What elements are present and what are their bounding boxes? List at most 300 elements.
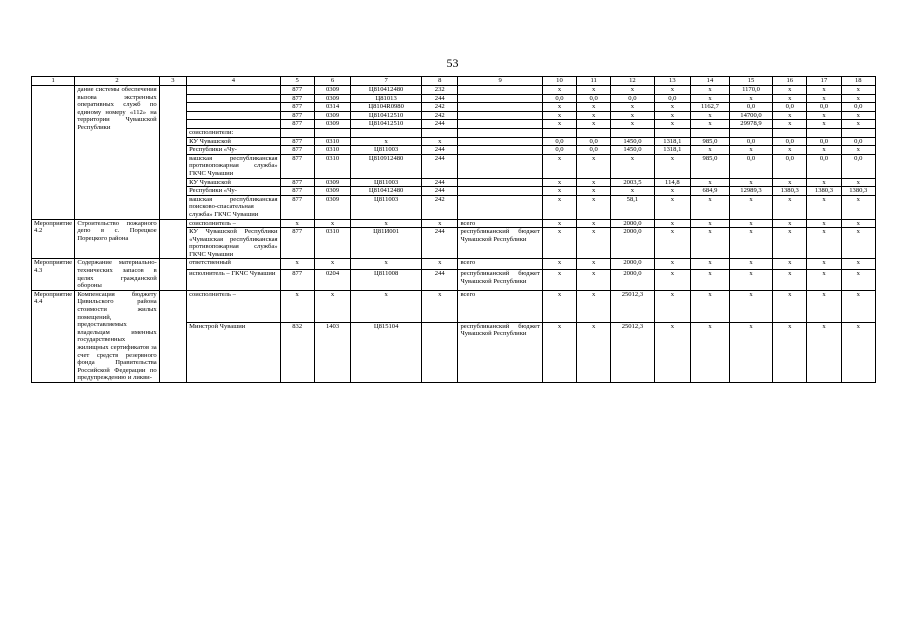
value-cell: x [691, 219, 730, 228]
value-cell: 0,0 [577, 94, 611, 103]
measure-id: Мероприятие 4.2 [32, 219, 75, 259]
value-cell: x [654, 290, 690, 322]
value-cell: x [773, 146, 807, 155]
value-cell: 0,0 [807, 137, 841, 146]
header-cell: 1 [32, 77, 75, 86]
header-cell: 8 [421, 77, 457, 86]
value-cell: 0,0 [773, 137, 807, 146]
value-cell: 12989,3 [729, 187, 772, 196]
value-cell: 242 [421, 103, 457, 112]
value-cell: x [351, 137, 422, 146]
value-cell: x [841, 94, 875, 103]
value-cell: 0309 [314, 111, 350, 120]
value-cell: 244 [421, 120, 457, 129]
value-cell: 2003,5 [611, 178, 654, 187]
value-cell: x [691, 146, 730, 155]
value-cell: x [773, 86, 807, 95]
value-cell: 0,0 [807, 154, 841, 178]
value-cell: x [691, 270, 730, 291]
value-cell: 2000,0 [611, 270, 654, 291]
page-number: 53 [446, 56, 459, 70]
value-cell: x [577, 219, 611, 228]
value-cell [280, 128, 314, 137]
value-cell: 0310 [314, 146, 350, 155]
executor-cell: ответственный [187, 259, 281, 270]
value-cell: x [542, 111, 576, 120]
value-cell: x [729, 322, 772, 382]
value-cell: всего [458, 259, 542, 270]
value-cell: x [611, 111, 654, 120]
value-cell: x [542, 228, 576, 259]
value-cell: Ц810412480 [351, 86, 422, 95]
value-cell: 242 [421, 195, 457, 219]
value-cell: Ц81И001 [351, 228, 422, 259]
value-cell [611, 128, 654, 137]
value-cell: x [807, 228, 841, 259]
value-cell: x [421, 137, 457, 146]
value-cell: x [773, 178, 807, 187]
value-cell: 2000,0 [611, 259, 654, 270]
value-cell: 114,8 [654, 178, 690, 187]
value-cell [577, 128, 611, 137]
value-cell: x [577, 103, 611, 112]
executor-cell [187, 94, 281, 103]
value-cell [458, 128, 542, 137]
value-cell: x [577, 259, 611, 270]
value-cell: 0309 [314, 120, 350, 129]
header-cell: 5 [280, 77, 314, 86]
value-cell: x [691, 290, 730, 322]
value-cell: республиканский бюджет Чувашской Республики [458, 228, 542, 259]
value-cell: x [654, 86, 690, 95]
value-cell: x [577, 270, 611, 291]
value-cell: Ц810412510 [351, 111, 422, 120]
header-cell: 18 [841, 77, 875, 86]
value-cell [458, 94, 542, 103]
value-cell: x [729, 219, 772, 228]
value-cell: 242 [421, 111, 457, 120]
value-cell: 1318,1 [654, 137, 690, 146]
executor-cell: Республики «Чу- [187, 187, 281, 196]
value-cell: 0,0 [807, 103, 841, 112]
value-cell: x [773, 228, 807, 259]
value-cell: 877 [280, 154, 314, 178]
value-cell: 232 [421, 86, 457, 95]
value-cell: x [542, 290, 576, 322]
value-cell: x [577, 228, 611, 259]
executor-cell: соисполнитель – [187, 219, 281, 228]
value-cell: 0314 [314, 103, 350, 112]
value-cell: 684,9 [691, 187, 730, 196]
value-cell: x [807, 322, 841, 382]
value-cell: 1403 [314, 322, 350, 382]
header-cell: 7 [351, 77, 422, 86]
measure-name: Компенсация бюджету Цивильского района стоимости жилых помещений, предоставляемых владельцам именных государственных жилищных сертификатов за счет средств резервного фонда Правительства Российской Федерации по предупреждению и ликви- [75, 290, 159, 382]
value-cell: x [773, 290, 807, 322]
value-cell: Ц810412480 [351, 187, 422, 196]
value-cell: 0310 [314, 154, 350, 178]
value-cell: x [421, 259, 457, 270]
value-cell: x [577, 195, 611, 219]
value-cell: Ц811003 [351, 146, 422, 155]
value-cell: 877 [280, 120, 314, 129]
value-cell: x [654, 270, 690, 291]
value-cell: x [807, 219, 841, 228]
value-cell: 25012,3 [611, 290, 654, 322]
value-cell: x [773, 270, 807, 291]
executor-cell: вашская республиканская поисково-спасательная служба» ГКЧС Чувашии [187, 195, 281, 219]
value-cell: x [729, 228, 772, 259]
value-cell [458, 137, 542, 146]
value-cell: 1450,0 [611, 137, 654, 146]
measure-id: Мероприятие 4.4 [32, 290, 75, 382]
value-cell [458, 187, 542, 196]
empty-cell [159, 219, 186, 259]
executor-cell [187, 120, 281, 129]
value-cell: x [729, 195, 772, 219]
value-cell: 2000,0 [611, 228, 654, 259]
value-cell: всего [458, 219, 542, 228]
value-cell: Ц810912480 [351, 154, 422, 178]
executor-cell: КУ Чувашской [187, 137, 281, 146]
value-cell: 877 [280, 94, 314, 103]
header-row [32, 77, 876, 86]
value-cell: 244 [421, 228, 457, 259]
executor-cell [187, 103, 281, 112]
value-cell: 0309 [314, 86, 350, 95]
value-cell: x [654, 219, 690, 228]
value-cell: 985,0 [691, 154, 730, 178]
value-cell: x [611, 120, 654, 129]
value-cell: 244 [421, 154, 457, 178]
value-cell: x [841, 120, 875, 129]
value-cell: x [729, 178, 772, 187]
value-cell: x [691, 94, 730, 103]
value-cell: x [841, 219, 875, 228]
value-cell: x [577, 187, 611, 196]
value-cell: x [773, 94, 807, 103]
value-cell: x [421, 219, 457, 228]
value-cell: x [654, 154, 690, 178]
value-cell: Ц811008 [351, 270, 422, 291]
value-cell [458, 111, 542, 120]
value-cell: 877 [280, 195, 314, 219]
value-cell: 877 [280, 111, 314, 120]
value-cell: x [773, 219, 807, 228]
value-cell: 832 [280, 322, 314, 382]
value-cell: 877 [280, 270, 314, 291]
header-cell: 14 [691, 77, 730, 86]
table-row [32, 290, 876, 322]
value-cell: x [611, 86, 654, 95]
executor-cell: КУ Чувашской Республики «Чувашская республиканская противопожарная служба» ГКЧС Чувашии [187, 228, 281, 259]
value-cell: 1380,3 [773, 187, 807, 196]
value-cell: 0,0 [729, 137, 772, 146]
table-body [32, 77, 876, 383]
value-cell: 0,0 [577, 137, 611, 146]
value-cell: x [807, 146, 841, 155]
header-cell: 9 [458, 77, 542, 86]
value-cell: 29978,9 [729, 120, 772, 129]
value-cell: x [807, 195, 841, 219]
table-row [32, 259, 876, 270]
value-cell: x [351, 219, 422, 228]
empty-cell [159, 290, 186, 382]
value-cell: x [807, 178, 841, 187]
budget-table [31, 76, 876, 383]
value-cell [458, 120, 542, 129]
value-cell: x [314, 219, 350, 228]
value-cell: x [807, 259, 841, 270]
empty-cell [159, 259, 186, 290]
value-cell: x [280, 259, 314, 270]
value-cell: x [314, 290, 350, 322]
value-cell: всего [458, 290, 542, 322]
value-cell: x [729, 259, 772, 270]
value-cell: x [542, 219, 576, 228]
measure-id: Мероприятие 4.3 [32, 259, 75, 290]
value-cell: x [841, 146, 875, 155]
measure-name: Содержание материально-технических запасов в целях гражданской обороны [75, 259, 159, 290]
value-cell [654, 128, 690, 137]
header-cell: 11 [577, 77, 611, 86]
value-cell [458, 154, 542, 178]
value-cell: x [542, 195, 576, 219]
value-cell: x [773, 322, 807, 382]
value-cell: x [421, 290, 457, 322]
value-cell: x [280, 219, 314, 228]
value-cell: 877 [280, 146, 314, 155]
value-cell: x [654, 103, 690, 112]
value-cell [421, 128, 457, 137]
value-cell [421, 322, 457, 382]
value-cell: x [807, 86, 841, 95]
value-cell: x [691, 259, 730, 270]
value-cell: x [654, 120, 690, 129]
value-cell: x [654, 259, 690, 270]
value-cell: 877 [280, 178, 314, 187]
value-cell: x [841, 259, 875, 270]
value-cell: Ц8104R0980 [351, 103, 422, 112]
executor-cell: исполнитель – ГКЧС Чувашии [187, 270, 281, 291]
value-cell: x [654, 195, 690, 219]
header-cell: 17 [807, 77, 841, 86]
value-cell: x [807, 94, 841, 103]
executor-cell: КУ Чувашской [187, 178, 281, 187]
value-cell [458, 146, 542, 155]
value-cell [351, 128, 422, 137]
executor-cell: соисполнитель – [187, 290, 281, 322]
value-cell: 1170,0 [729, 86, 772, 95]
value-cell: 0,0 [729, 154, 772, 178]
value-cell: x [691, 178, 730, 187]
value-cell: Ц815104 [351, 322, 422, 382]
value-cell: x [773, 195, 807, 219]
value-cell [542, 128, 576, 137]
value-cell: 877 [280, 103, 314, 112]
value-cell: x [577, 178, 611, 187]
value-cell: 877 [280, 137, 314, 146]
value-cell: x [611, 187, 654, 196]
value-cell: 0,0 [542, 146, 576, 155]
value-cell: 2000,0 [611, 219, 654, 228]
value-cell: 1450,0 [611, 146, 654, 155]
value-cell: 1380,3 [841, 187, 875, 196]
value-cell: 0204 [314, 270, 350, 291]
value-cell: 0309 [314, 94, 350, 103]
value-cell: x [577, 290, 611, 322]
value-cell: x [841, 228, 875, 259]
value-cell: 0,0 [773, 103, 807, 112]
value-cell: x [841, 270, 875, 291]
value-cell: x [351, 290, 422, 322]
value-cell: республиканский бюджет Чувашской Республики [458, 322, 542, 382]
value-cell [458, 178, 542, 187]
value-cell: x [654, 187, 690, 196]
value-cell: x [577, 111, 611, 120]
value-cell: x [542, 103, 576, 112]
value-cell: x [841, 290, 875, 322]
value-cell: x [729, 270, 772, 291]
value-cell: 877 [280, 228, 314, 259]
value-cell [314, 128, 350, 137]
value-cell: 0,0 [611, 94, 654, 103]
value-cell: x [542, 259, 576, 270]
table-row [32, 219, 876, 228]
executor-cell: Республики «Чу- [187, 146, 281, 155]
value-cell: x [577, 120, 611, 129]
value-cell: 0309 [314, 187, 350, 196]
value-cell: x [691, 86, 730, 95]
value-cell: x [542, 154, 576, 178]
value-cell: x [773, 259, 807, 270]
value-cell: 0,0 [542, 137, 576, 146]
value-cell: x [314, 259, 350, 270]
value-cell: 0,0 [841, 154, 875, 178]
executor-cell [187, 111, 281, 120]
header-cell: 3 [159, 77, 186, 86]
value-cell: x [729, 94, 772, 103]
value-cell: x [654, 228, 690, 259]
value-cell: x [577, 86, 611, 95]
executor-cell: Минстрой Чувашии [187, 322, 281, 382]
value-cell: 0,0 [577, 146, 611, 155]
value-cell: x [611, 154, 654, 178]
value-cell: 244 [421, 187, 457, 196]
value-cell: 0310 [314, 228, 350, 259]
value-cell: 0310 [314, 137, 350, 146]
value-cell: x [542, 322, 576, 382]
value-cell: x [542, 178, 576, 187]
value-cell: 985,0 [691, 137, 730, 146]
value-cell: x [841, 322, 875, 382]
value-cell: x [773, 111, 807, 120]
header-cell: 10 [542, 77, 576, 86]
value-cell: 244 [421, 270, 457, 291]
value-cell: x [691, 111, 730, 120]
value-cell: 0,0 [729, 103, 772, 112]
value-cell: Ц811003 [351, 178, 422, 187]
value-cell: x [841, 195, 875, 219]
value-cell: 0,0 [654, 94, 690, 103]
value-cell: x [654, 111, 690, 120]
value-cell [458, 195, 542, 219]
value-cell: 58,1 [611, 195, 654, 219]
value-cell: 877 [280, 187, 314, 196]
value-cell: 0,0 [773, 154, 807, 178]
value-cell [773, 128, 807, 137]
value-cell: 0,0 [542, 94, 576, 103]
value-cell [458, 86, 542, 95]
executor-cell: соисполнители: [187, 128, 281, 137]
value-cell: x [841, 86, 875, 95]
value-cell: 0309 [314, 195, 350, 219]
value-cell: x [351, 259, 422, 270]
value-cell: x [807, 111, 841, 120]
value-cell: x [542, 86, 576, 95]
value-cell: x [841, 111, 875, 120]
value-cell: x [280, 290, 314, 322]
value-cell: x [542, 270, 576, 291]
value-cell: 877 [280, 86, 314, 95]
value-cell: x [542, 187, 576, 196]
value-cell: x [611, 103, 654, 112]
header-cell: 2 [75, 77, 159, 86]
value-cell: 244 [421, 178, 457, 187]
header-cell: 16 [773, 77, 807, 86]
value-cell: x [773, 120, 807, 129]
executor-cell: вашская республиканская противопожарная служба» ГКЧС Чувашии [187, 154, 281, 178]
empty-cell [159, 86, 186, 220]
value-cell [841, 128, 875, 137]
measure-id [32, 86, 75, 220]
value-cell [458, 103, 542, 112]
value-cell: x [542, 120, 576, 129]
value-cell: x [691, 228, 730, 259]
executor-cell [187, 86, 281, 95]
value-cell: x [807, 270, 841, 291]
value-cell: Ц81013 [351, 94, 422, 103]
value-cell: x [691, 120, 730, 129]
value-cell: Ц811003 [351, 195, 422, 219]
header-cell: 6 [314, 77, 350, 86]
header-cell: 12 [611, 77, 654, 86]
value-cell: x [577, 154, 611, 178]
value-cell: 14700,0 [729, 111, 772, 120]
value-cell: 244 [421, 94, 457, 103]
value-cell: x [807, 290, 841, 322]
header-cell: 4 [187, 77, 281, 86]
value-cell: республиканский бюджет Чувашской Республики [458, 270, 542, 291]
value-cell: x [691, 195, 730, 219]
value-cell: x [691, 322, 730, 382]
value-cell [729, 128, 772, 137]
value-cell [807, 128, 841, 137]
value-cell: 1318,1 [654, 146, 690, 155]
table-row [32, 86, 876, 95]
value-cell: x [577, 322, 611, 382]
value-cell: x [654, 322, 690, 382]
measure-name: дание системы обеспечения вызова экстренных оперативных служб по единому номеру «112» на территории Чувашской Республики [75, 86, 159, 220]
value-cell: x [729, 290, 772, 322]
value-cell: 1162,7 [691, 103, 730, 112]
value-cell: 0309 [314, 178, 350, 187]
value-cell: x [729, 146, 772, 155]
value-cell: 0,0 [841, 137, 875, 146]
measure-name: Строительство пожарного депо в с. Порецкое Порецкого района [75, 219, 159, 259]
header-cell: 13 [654, 77, 690, 86]
header-cell: 15 [729, 77, 772, 86]
